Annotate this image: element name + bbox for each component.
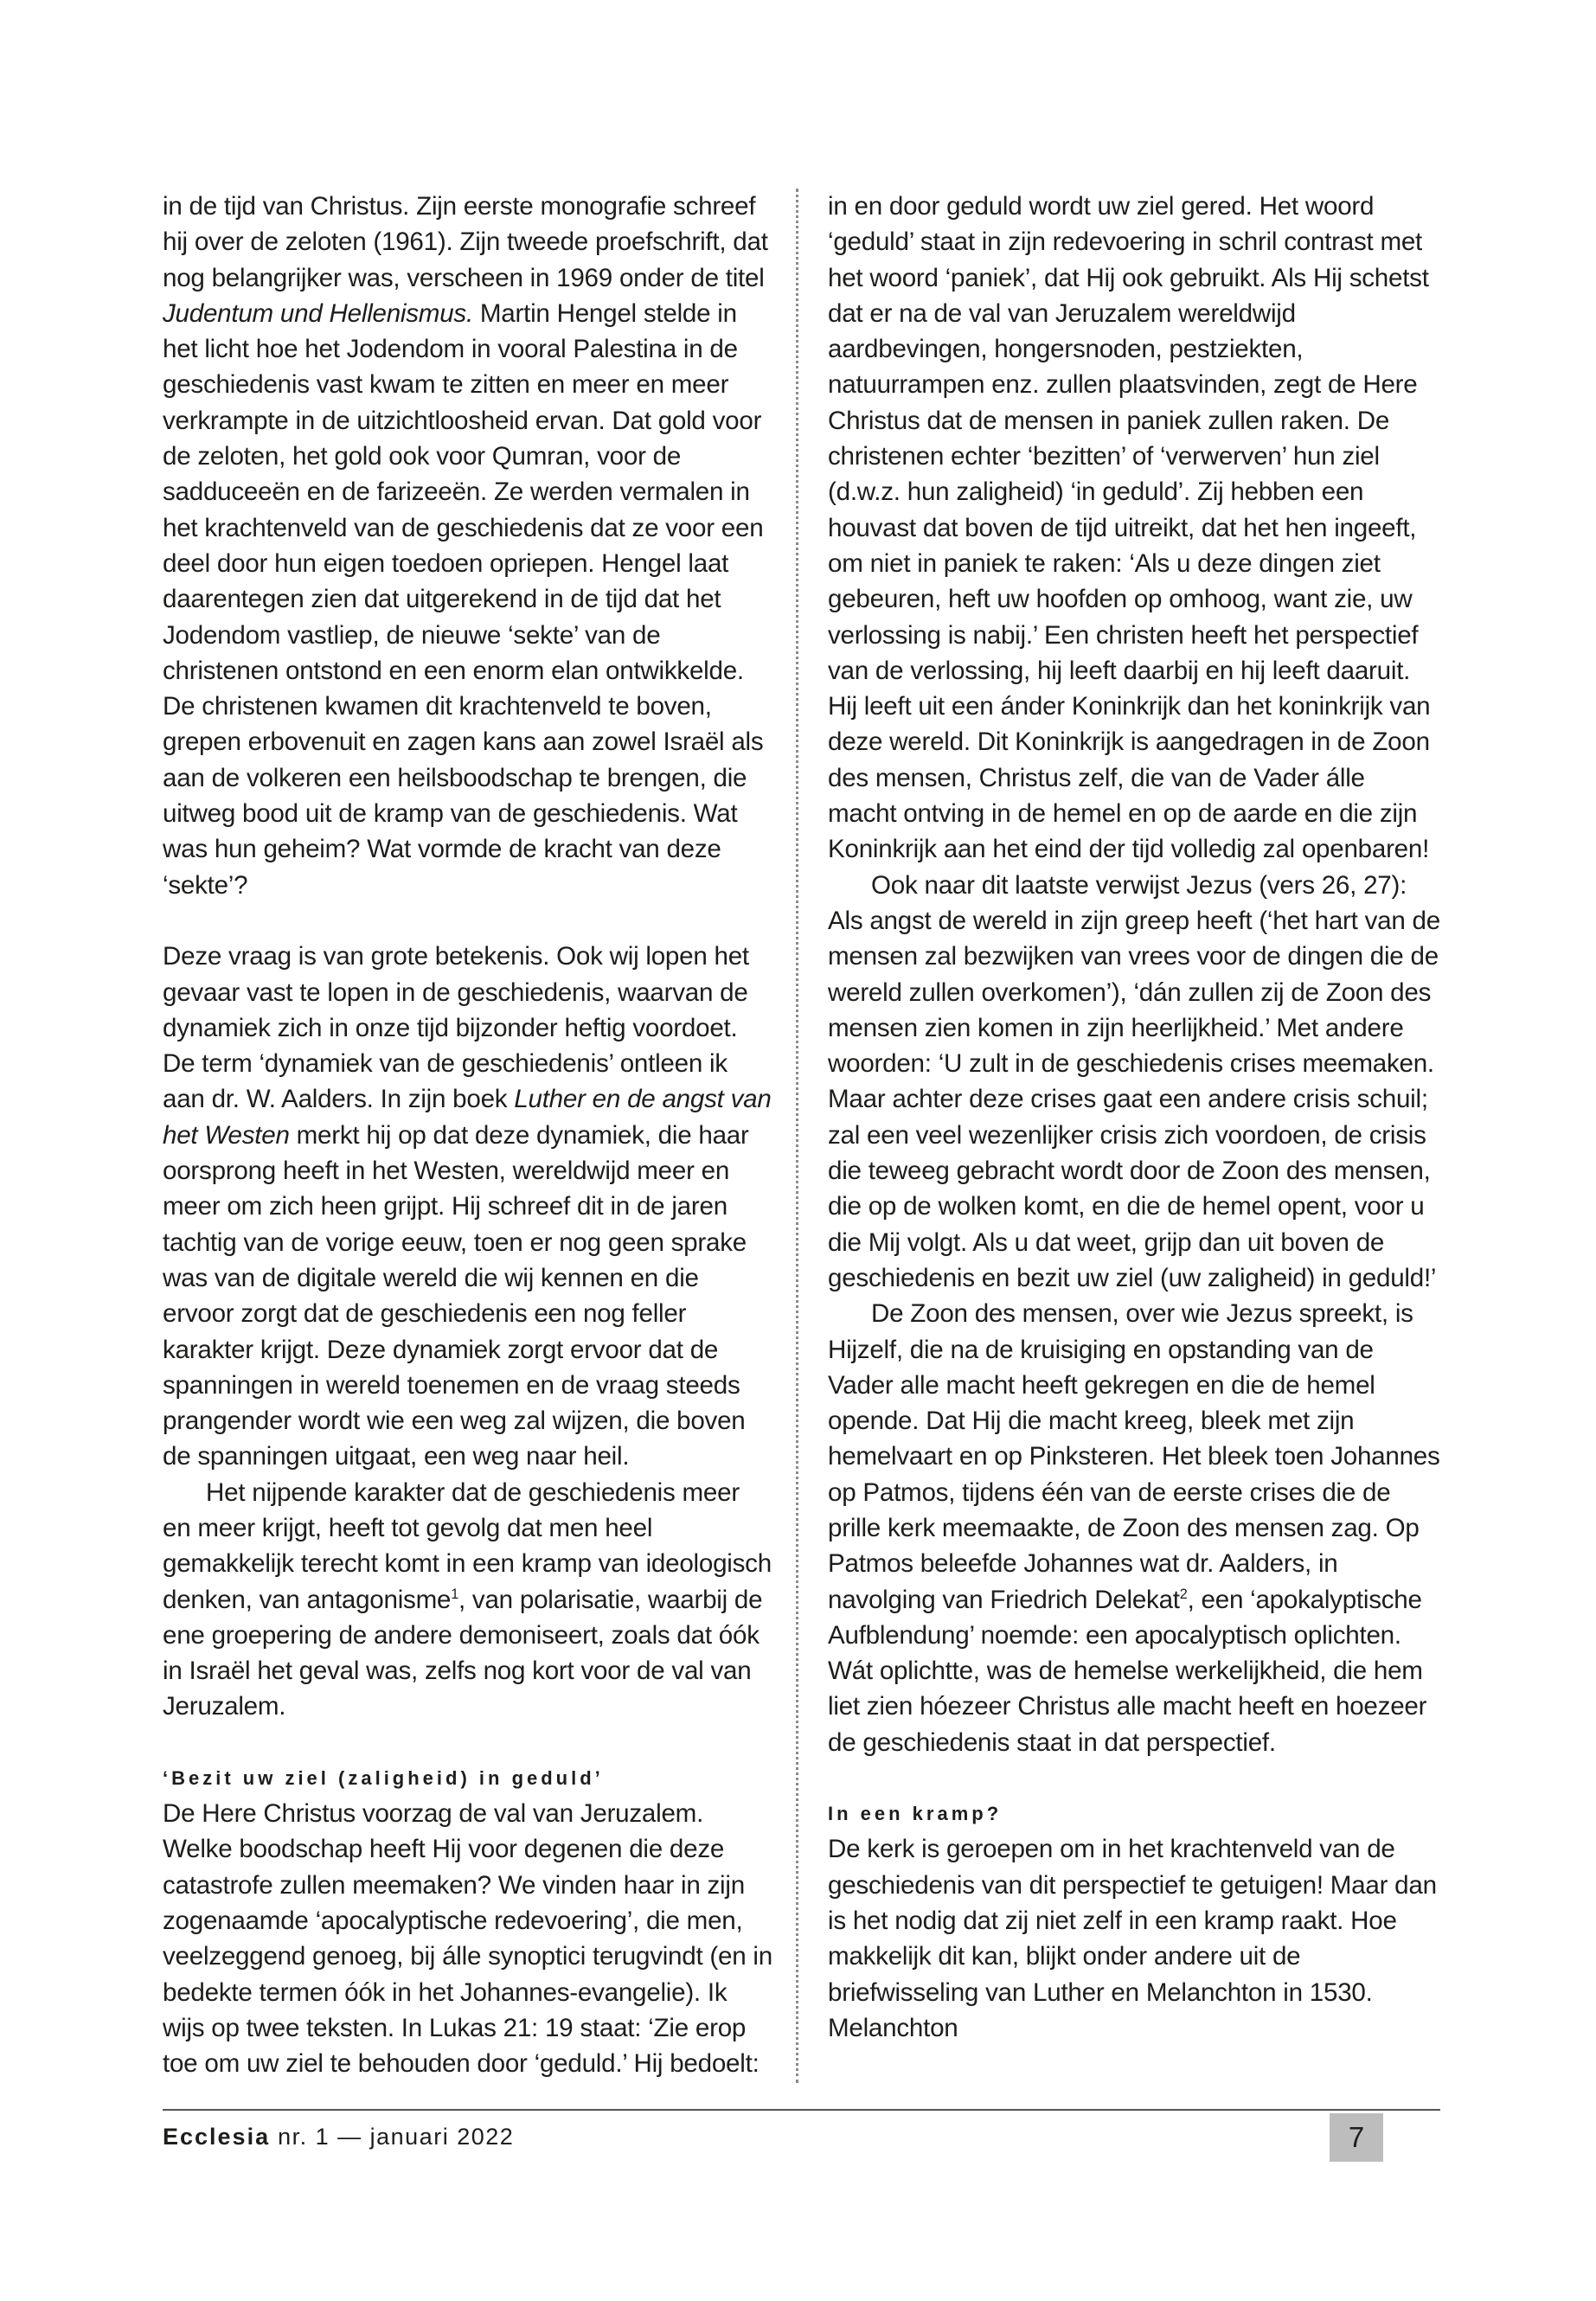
column-divider	[796, 189, 798, 2083]
magazine-name: Ecclesia	[163, 2124, 271, 2150]
book-title: Judentum und Hellenismus.	[163, 298, 473, 328]
book-title: Luther en de angst van het Westen	[163, 1085, 772, 1150]
paragraph: De kerk is geroepen om in het krachtenveld van de geschiedenis van dit perspectief te getuigen! Maar dan is het nodig dat zij niet zelf in een kramp raakt. Hoe makkelijk dit kan, blijkt onder andere uit de briefwisseling van Luther en Melanchton in 1530. Melanchton	[828, 1835, 1437, 2042]
paragraph: Het nijpende karakter dat de geschiedenis meer en meer krijgt, heeft tot gevolg dat men heel gemakkelijk terecht komt in een kramp van ideologisch denken, van antagonisme$^1$, van polarisatie, waarbij de ene groepering de andere demoniseert, zoals dat óók in Israël het geval was, zelfs nog kort voor de val van Jeruzalem.	[163, 1477, 772, 1721]
paragraph: Ook naar dit laatste verwijst Jezus (vers 26, 27): Als angst de wereld in zijn greep heeft (‘het hart van de mensen zal bezwijken van vrees voor de dingen die de wereld zullen overkomen’), ‘dán zullen zij de Zoon des mensen zien komen in zijn heerlijkheid.’ Met andere woorden: ‘U zult in de geschiedenis crises meemaken. Maar achter deze crises gaat een andere crisis schuil; zal een veel wezenlijker crisis zich voordoen, de crisis die teweeg gebracht wordt door de Zoon des mensen, die op de wolken komt, en die de hemel opent, voor u die Mij volgt. Als u dat weet, grijp dan uit boven de geschiedenis en bezit uw ziel (uw zaligheid) in geduld!’	[828, 870, 1440, 1292]
paragraph: Deze vraag is van grote betekenis. Ook wij lopen het gevaar vast te lopen in de geschiedenis, waarvan de dynamiek zich in onze tijd bijzonder heftig voordoet. De term ‘dynamiek van de geschiedenis’ ontleen ik aan dr. W. Aalders. In zijn boek Luther en de angst van het Westen merkt hij op dat deze dynamiek, die haar oorsprong heeft in het Westen, wereldwijd meer en meer om zich heen grijpt. Hij schreef dit in de jaren tachtig van de vorige eeuw, toen er nog geen sprake was van de digitale wereld die wij kennen en die ervoor zorgt dat de geschiedenis een nog feller karakter krijgt. Deze dynamiek zorgt ervoor dat de spanningen in wereld toenemen en de vraag steeds prangender wordt wie een weg zal wijzen, die boven de spanningen uitgaat, een weg naar heil.	[163, 942, 772, 1471]
footer	[163, 2124, 514, 2150]
footnote-ref: 2	[1179, 1586, 1188, 1602]
page-number: 7	[1330, 2113, 1383, 2162]
paragraph: in en door geduld wordt uw ziel gered. Het woord ‘geduld’ staat in zijn redevoering in schril contrast met het woord ‘paniek’, dat Hij ook gebruikt. Als Hij schetst dat er na de val van Jeruzalem wereldwijd aardbevingen, hongersnoden, pestziekten, natuurrampen enz. zullen plaatsvinden, zegt de Here Christus dat de mensen in paniek zullen raken. De christenen echter ‘bezitten’ of ‘verwerven’ hun ziel (d.w.z. hun zaligheid) ‘in geduld’. Zij hebben een houvast dat boven de tijd uitreikt, dat het hen ingeeft, om niet in paniek te raken: ‘Als u deze dingen ziet gebeuren, heft uw hoofden op omhoog, want zie, uw verlossing is nabij.’ Een christen heeft het perspectief van de verlossing, hij leeft daarbij en hij leeft daaruit. Hij leeft uit een ánder Koninkrijk dan het koninkrijk van deze wereld. Dit Koninkrijk is aangedragen in de Zoon des mensen, Christus zelf, die van de Vader álle macht ontving in de hemel en op de aarde en die zijn Koninkrijk aan het eind der tijd volledig zal openbaren!	[828, 192, 1431, 864]
issue-info: nr. 1 — januari 2022	[278, 2124, 515, 2150]
paragraph: in de tijd van Christus. Zijn eerste monografie schreef hij over de zeloten (1961). Zijn tweede proefschrift, dat nog belangrijker was, verscheen in 1969 onder de titel Judentum und Hellenismus. Martin Hengel stelde in het licht hoe het Jodendom in vooral Palestina in de geschiedenis vast kwam te zitten en meer en meer verkrampte in de uitzichtloosheid ervan. Dat gold voor de zeloten, het gold ook voor Qumran, voor de sadduceeën en de farizeeën. Ze werden vermalen in het krachtenveld van de geschiedenis dat ze voor een deel door hun eigen toedoen opriepen. Hengel laat daarentegen zien dat uitgerekend in de tijd dat het Jodendom vastliep, de nieuwe ‘sekte’ van de christenen ontstond en een enorm elan ontwikkelde. De christenen kwamen dit krachtenveld te boven, grepen erbovenuit en zagen kans aan zowel Israël als aan de volkeren een heilsboodschap te brengen, die uitweg bood uit de kramp van de geschiedenis. Wat was hun geheim? Wat vormde de kracht van deze ‘sekte’?	[163, 192, 768, 900]
right-column	[828, 189, 1440, 2046]
paragraph: De Here Christus voorzag de val van Jeruzalem. Welke boodschap heeft Hij voor degenen die deze catastrofe zullen meemaken? We vinden haar in zijn zogenaamde ‘apocalyptische redevoering’, die men, veelzeggend genoeg, bij álle synoptici terugvindt (en in bedekte termen óók in het Johannes-evangelie). Ik wijs op twee teksten. In Lukas 21: 19 staat: ‘Zie erop toe om uw ziel te behouden door ‘geduld.’ Hij bedoelt:	[163, 1799, 772, 2079]
paragraph: De Zoon des mensen, over wie Jezus spreekt, is Hijzelf, die na de kruisiging en opstanding van de Vader alle macht heeft gekregen en die de hemel opende. Dat Hij die macht kreeg, bleek met zijn hemelvaart en op Pinksteren. Het bleek toen Johannes op Patmos, tijdens één van de eerste crises die de prille kerk meemaakte, de Zoon des mensen zag. Op Patmos beleefde Johannes wat dr. Aalders, in navolging van Friedrich Delekat$^2$, een ‘apokalyptische Aufblendung’ noemde: een apocalyptisch oplichten. Wát oplichtte, was de hemelse werkelijkheid, die hem liet zien hóezeer Christus alle macht heeft en hoezeer de geschiedenis staat in dat perspectief.	[828, 1299, 1440, 1757]
left-column	[163, 189, 772, 2081]
section-heading: In een kramp?	[828, 1803, 1003, 1825]
footnote-ref: 1	[451, 1586, 458, 1602]
section-heading: ‘Bezit uw ziel (zaligheid) in geduld’	[163, 1766, 604, 1789]
footer-rule	[163, 2109, 1440, 2111]
